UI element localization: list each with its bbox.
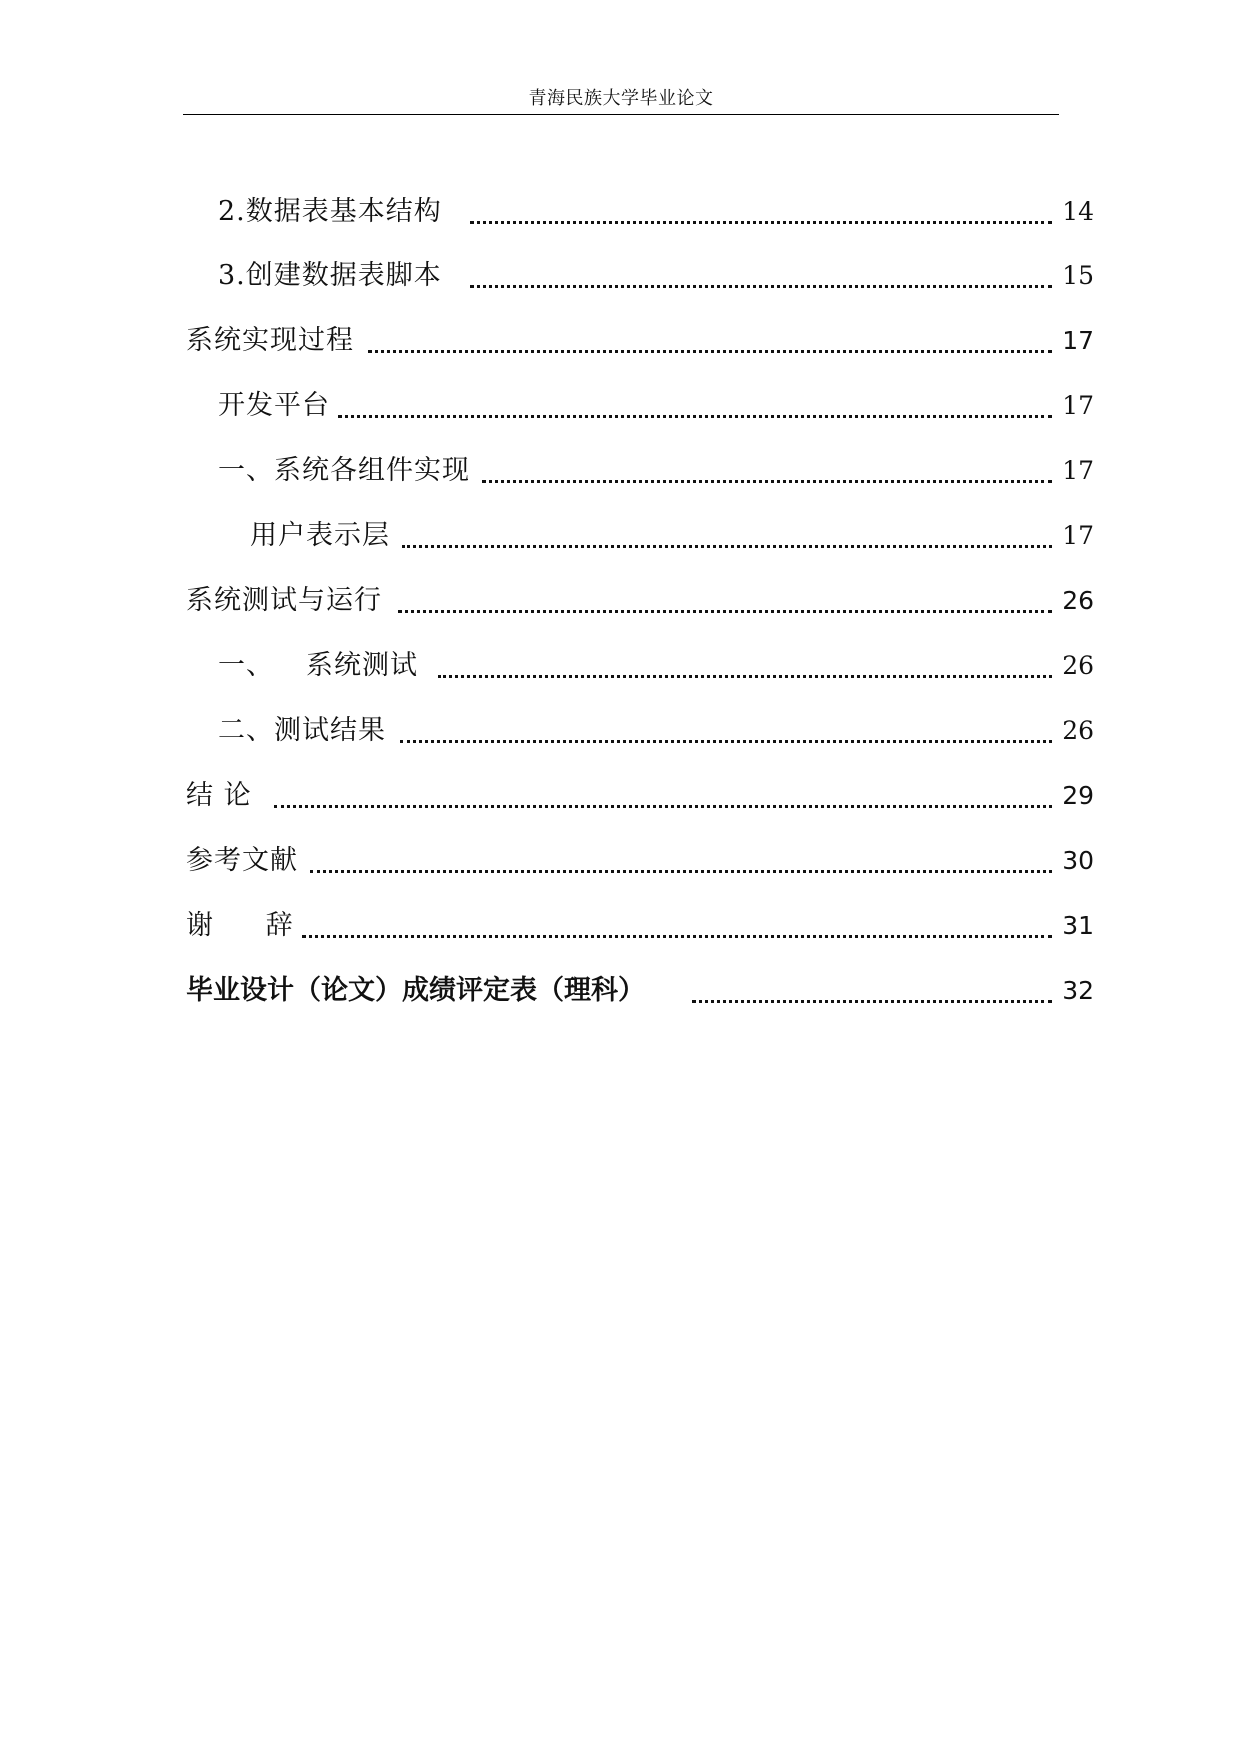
- toc-entry-label: 开发平台: [218, 390, 330, 421]
- toc-entry[interactable]: [186, 904, 1098, 948]
- dot-leader: [470, 221, 1052, 224]
- dot-leader: [400, 740, 1052, 743]
- toc-entry[interactable]: [186, 774, 1098, 818]
- toc-entry[interactable]: [186, 579, 1098, 623]
- toc-entry[interactable]: [186, 449, 1098, 493]
- dot-leader: [368, 350, 1052, 353]
- dot-leader: [438, 675, 1052, 678]
- toc-entry[interactable]: [186, 644, 1098, 688]
- dot-leader: [302, 935, 1052, 938]
- toc-entry[interactable]: [186, 839, 1098, 883]
- toc-entry[interactable]: [186, 319, 1098, 363]
- dot-leader: [338, 415, 1052, 418]
- toc-entry[interactable]: [186, 709, 1098, 753]
- toc-entry-label: 参考文献: [186, 845, 298, 876]
- toc-entry-label-prefix: 一、: [218, 650, 274, 681]
- toc-page-number: 26: [1062, 651, 1094, 680]
- dot-leader: [402, 545, 1052, 548]
- toc-page-number: 32: [1062, 976, 1094, 1005]
- toc-entry[interactable]: [186, 190, 1098, 234]
- toc-page-number: 26: [1062, 586, 1094, 615]
- toc-page-number: 29: [1062, 781, 1094, 810]
- toc-entry-label: 用户表示层: [250, 520, 390, 551]
- toc-page-number: 17: [1062, 326, 1094, 355]
- toc-page-number: 17: [1062, 456, 1094, 485]
- toc-page-number: 31: [1062, 911, 1094, 940]
- toc-entry[interactable]: [186, 384, 1098, 428]
- toc-entry-label: 谢 辞: [186, 910, 315, 941]
- toc-entry-label: 毕业设计（论文）成绩评定表（理科）: [186, 975, 645, 1006]
- toc-entry-label: 系统测试: [306, 650, 418, 681]
- dot-leader: [482, 480, 1052, 483]
- dot-leader: [398, 610, 1052, 613]
- toc-entry[interactable]: [186, 969, 1098, 1013]
- header-title: 青海民族大学毕业论文: [528, 88, 714, 109]
- toc-page-number: 14: [1062, 197, 1094, 226]
- dot-leader: [470, 285, 1052, 288]
- toc-entry-label: 结 论: [186, 780, 252, 811]
- toc-entry-label: 一、系统各组件实现: [218, 455, 470, 486]
- toc-entry-label: 2.数据表基本结构: [218, 196, 442, 227]
- toc-page-number: 17: [1062, 521, 1094, 550]
- toc-page-number: 15: [1062, 261, 1094, 290]
- toc-entry[interactable]: [186, 254, 1098, 298]
- toc-page-number: 17: [1062, 391, 1094, 420]
- page-header: [183, 86, 1059, 115]
- dot-leader: [274, 805, 1052, 808]
- dot-leader: [310, 870, 1052, 873]
- toc-entry-label: 系统测试与运行: [186, 585, 382, 616]
- toc-entry[interactable]: [186, 514, 1098, 558]
- toc-entry-label: 二、测试结果: [218, 715, 386, 746]
- toc-entry-label: 3.创建数据表脚本: [218, 260, 442, 291]
- dot-leader: [692, 1000, 1052, 1003]
- table-of-contents: [186, 190, 1098, 1030]
- toc-entry-label: 系统实现过程: [186, 325, 354, 356]
- toc-page-number: 26: [1062, 716, 1094, 745]
- toc-page-number: 30: [1062, 846, 1094, 875]
